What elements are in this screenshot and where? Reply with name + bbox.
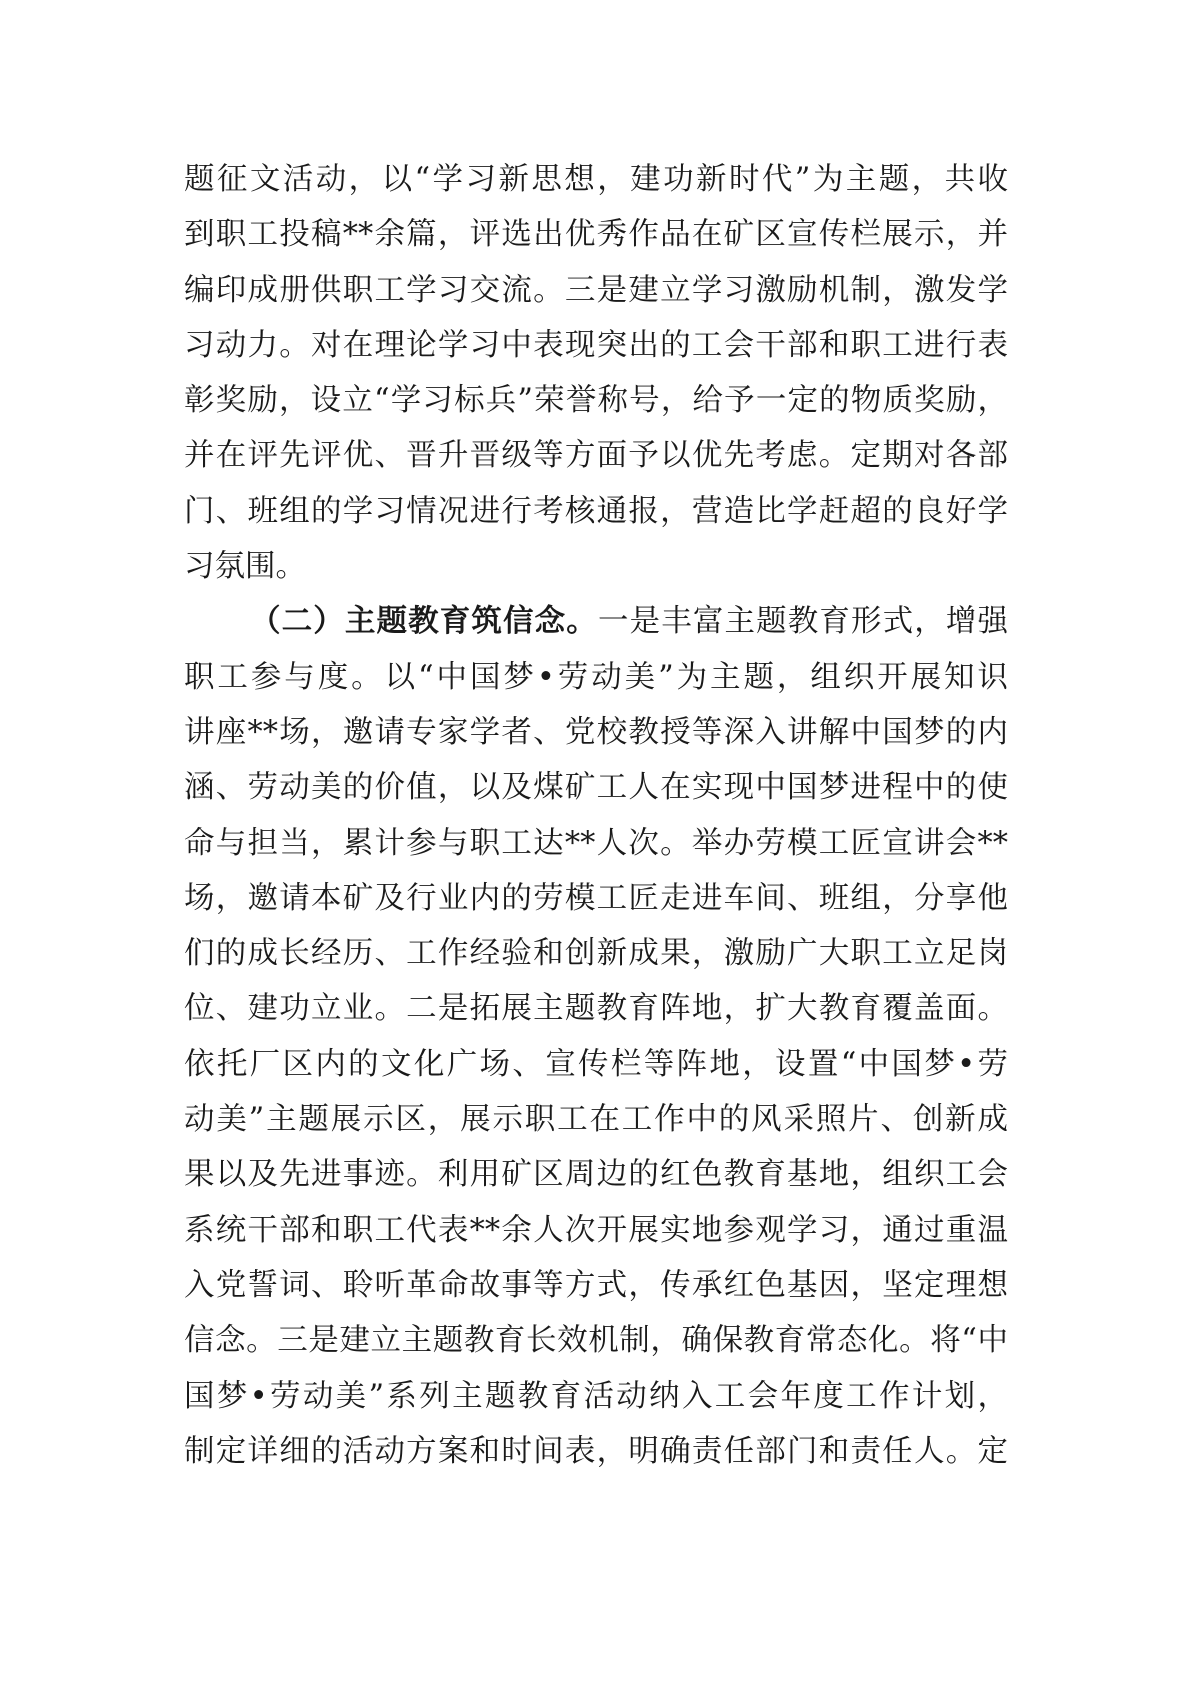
text-line: 们的成长经历、工作经验和创新成果，激励广大职工立足岗 [184,936,1008,972]
paragraph-2-first-line [184,594,1008,649]
text-line: 习动力。对在理论学习中表现突出的工会干部和职工进行表 [184,327,1008,363]
text-line: 入党誓词、聆听革命故事等方式，传承红色基因，坚定理想 [184,1267,1008,1303]
text-line: 场，邀请本矿及行业内的劳模工匠走进车间、班组，分享他 [184,880,1008,916]
text-run: 一是丰富主题教育形式，增强 [597,604,1009,640]
text-line: 依托厂区内的文化广场、宣传栏等阵地，设置“中国梦•劳 [184,1046,1008,1082]
text-line: 习氛围。 [184,549,306,585]
body-text [184,152,1008,1479]
text-line: 信念。三是建立主题教育长效机制，确保教育常态化。将“中 [184,1323,1008,1359]
text-line: 涵、劳动美的价值，以及煤矿工人在实现中国梦进程中的使 [184,770,1008,806]
text-line: 讲座**场，邀请专家学者、党校教授等深入讲解中国梦的内 [184,714,1008,750]
text-line: 到职工投稿**余篇，评选出优秀作品在矿区宣传栏展示，并 [184,217,1008,253]
section-heading: （二）主题教育筑信念。 [250,603,598,640]
text-line: 题征文活动，以“学习新思想，建功新时代”为主题，共收 [184,162,1008,197]
text-line: 彰奖励，设立“学习标兵”荣誉称号，给予一定的物质奖励， [184,383,1008,419]
text-line: 位、建功立业。二是拓展主题教育阵地，扩大教育覆盖面。 [184,991,1008,1027]
text-line: 并在评先评优、晋升晋级等方面予以优先考虑。定期对各部 [184,438,1008,474]
text-line: 系统干部和职工代表**余人次开展实地参观学习，通过重温 [184,1212,1008,1248]
text-line: 命与担当，累计参与职工达**人次。举办劳模工匠宣讲会** [184,825,1008,861]
text-line: 职工参与度。以“中国梦•劳动美”为主题，组织开展知识 [184,659,1008,695]
paragraph-1 [184,152,1008,594]
text-line: 动美”主题展示区，展示职工在工作中的风采照片、创新成 [184,1102,1008,1138]
text-line: 制定详细的活动方案和时间表，明确责任部门和责任人。定 [184,1433,1008,1469]
text-line: 国梦•劳动美”系列主题教育活动纳入工会年度工作计划， [184,1378,1008,1414]
text-line: 果以及先进事迹。利用矿区周边的红色教育基地，组织工会 [184,1157,1008,1193]
text-line: 门、班组的学习情况进行考核通报，营造比学赶超的良好学 [184,493,1008,529]
paragraph-2 [184,594,1008,1479]
text-line: 编印成册供职工学习交流。三是建立学习激励机制，激发学 [184,272,1008,308]
